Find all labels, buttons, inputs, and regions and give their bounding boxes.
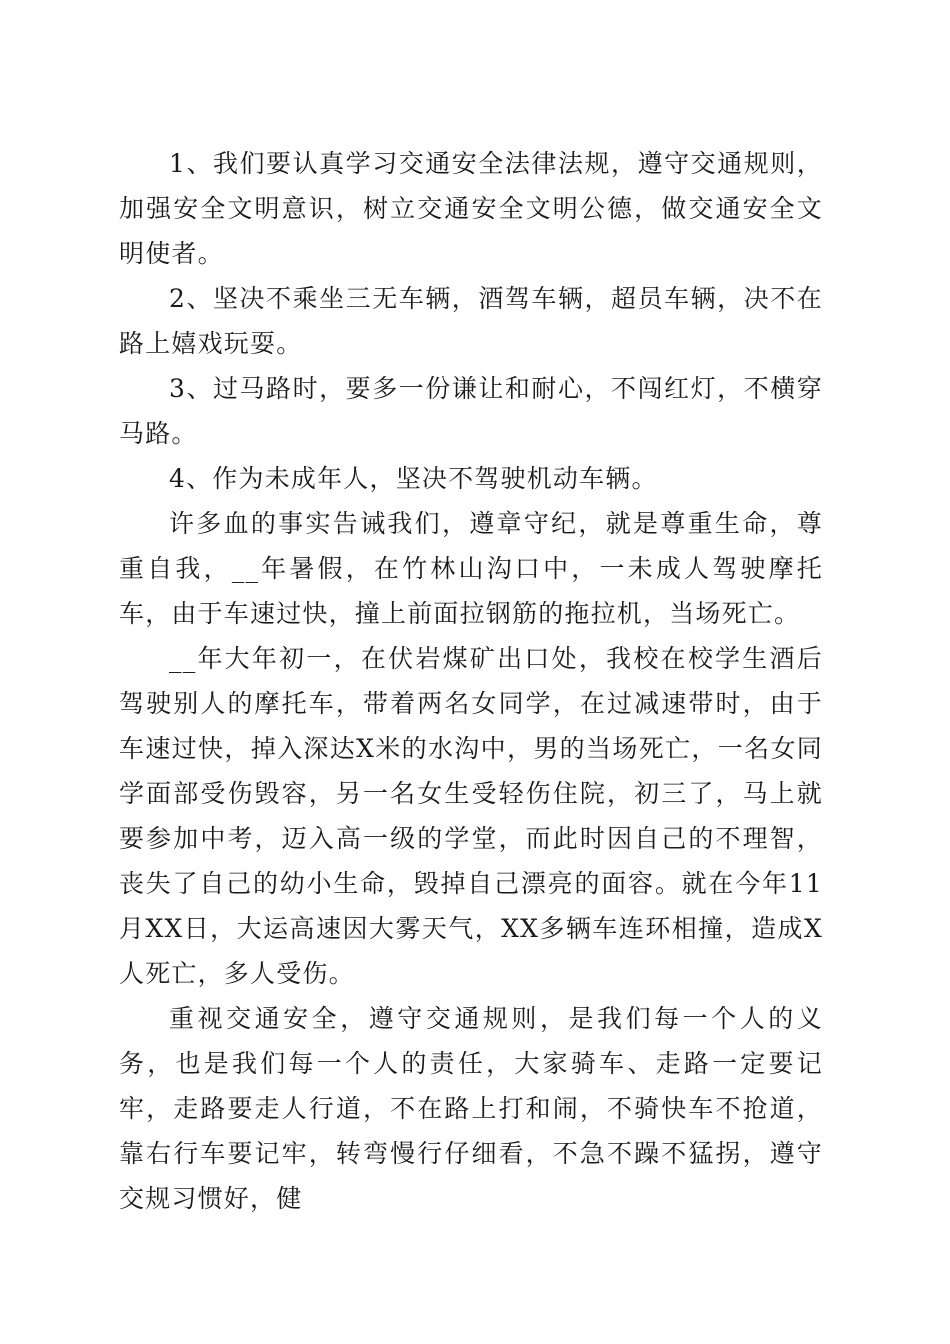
paragraph-rule-3: 3、过马路时，要多一份谦让和耐心，不闯红灯，不横穿马路。	[119, 374, 823, 448]
paragraph-rule-2: 2、坚决不乘坐三无车辆，酒驾车辆，超员车辆，决不在路上嬉戏玩耍。	[119, 284, 823, 358]
paragraph-facts: 许多血的事实告诫我们，遵章守纪，就是尊重生命，尊重自我，__年暑假，在竹林山沟口中，一未成人驾驶摩托车，由于车速过快，撞上前面拉钢筋的拖拉机，当场死亡。	[119, 509, 823, 628]
paragraph-rule-1: 1、我们要认真学习交通安全法律法规，遵守交通规则，加强安全文明意识，树立交通安全文明公德，做交通安全文明使者。	[119, 149, 823, 268]
paragraph-rule-4: 4、作为未成年人，坚决不驾驶机动车辆。	[169, 464, 658, 493]
paragraph-conclusion: 重视交通安全，遵守交通规则，是我们每一个人的义务，也是我们每一个人的责任，大家骑车、走路一定要记牢，走路要走人行道，不在路上打和闹，不骑快车不抢道，靠右行车要记牢，转弯慢行仔细看，不急不躁不猛拐，遵守交规习惯好，健	[119, 1004, 823, 1213]
document-body	[119, 141, 823, 1221]
paragraph-accident: __年大年初一，在伏岩煤矿出口处，我校在校学生酒后驾驶别人的摩托车，带着两名女同学，在过减速带时，由于车速过快，掉入深达X米的水沟中，男的当场死亡，一名女同学面部受伤毁容，另一名女生受轻伤住院，初三了，马上就要参加中考，迈入高一级的学堂，而此时因自己的不理智，丧失了自己的幼小生命，毁掉自己漂亮的面容。就在今年11月XX日，大运高速因大雾天气，XX多辆车连环相撞，造成X人死亡，多人受伤。	[119, 644, 823, 988]
